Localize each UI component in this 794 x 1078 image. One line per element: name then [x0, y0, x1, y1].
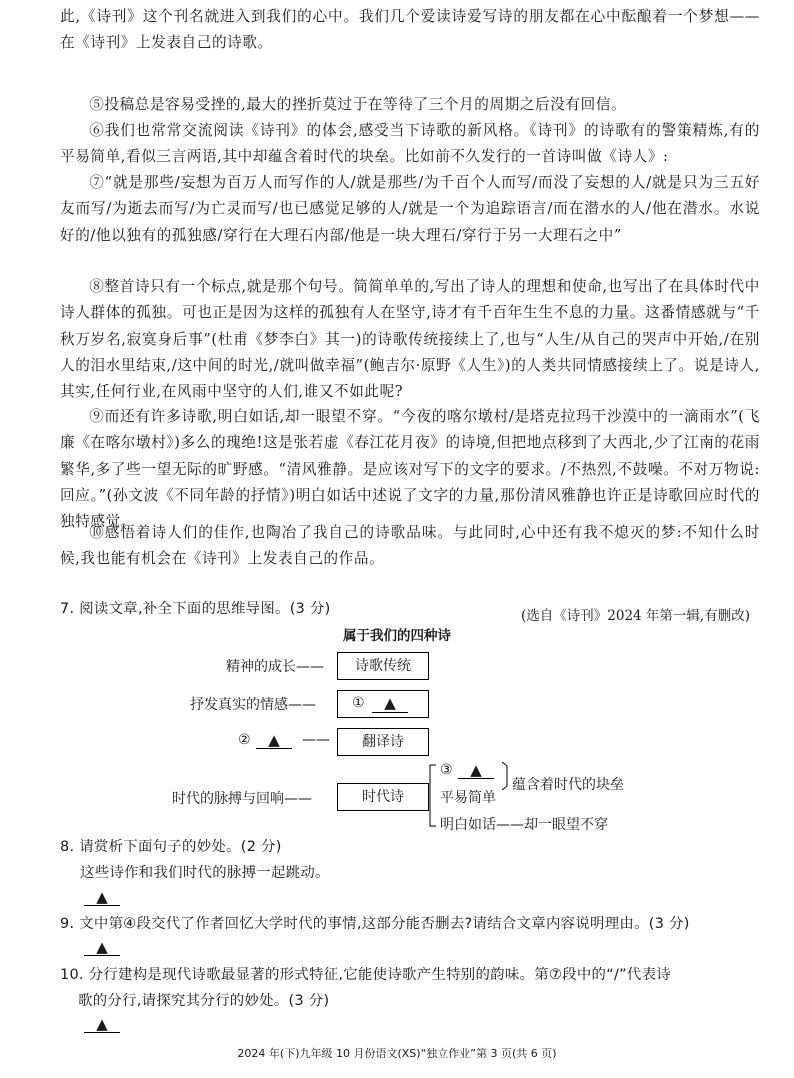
branch-brace-right — [502, 762, 507, 790]
answer-triangle-icon: ▲ — [470, 761, 482, 779]
answer-triangle-icon: ▲ — [268, 731, 280, 749]
paragraph-6: ⑥我们也常常交流阅读《诗刊》的体会,感受当下诗歌的新风格。《诗刊》的诗歌有的警策精炼,有的平易简单,看似三言两语,其中却蕴含着时代的块垒。比如前不久发行的一首诗叫做《诗人》: — [60, 122, 760, 166]
question-9: 9. 文中第④段交代了作者回忆大学时代的事情,这部分能否删去?请结合文章内容说明理由。(3 分) — [60, 916, 690, 932]
blank-1-number: ① — [352, 695, 365, 711]
mindmap-title: 属于我们的四种诗 — [343, 628, 451, 644]
paragraph-10: ⑩感悟着诗人们的佳作,也陶冶了我自己的诗歌品味。与此同时,心中还有我不熄灭的梦:不知什么时候,我也能有机会在《诗刊》上发表自己的作品。 — [60, 524, 760, 568]
question-7: 7. 阅读文章,补全下面的思维导图。(3 分) — [60, 601, 331, 617]
answer-blank-q10[interactable] — [84, 1014, 120, 1033]
mindmap-box-era-poems: 时代诗 — [337, 783, 429, 811]
answer-blank-q9[interactable] — [84, 937, 120, 956]
answer-triangle-icon: ▲ — [96, 1015, 108, 1033]
mindmap-label-emotion: 抒发真实的情感—— — [190, 697, 316, 713]
branch-brace-left — [430, 765, 436, 826]
answer-triangle-icon: ▲ — [96, 888, 108, 906]
answer-triangle-icon: ▲ — [384, 694, 396, 712]
question-8: 8. 请赏析下面句子的妙处。(2 分) — [60, 839, 282, 855]
answer-blank-3[interactable] — [458, 760, 494, 779]
answer-blank-1[interactable] — [372, 694, 408, 713]
answer-blank-2[interactable] — [256, 730, 292, 749]
question-8-quote: 这些诗作和我们时代的脉搏一起跳动。 — [80, 865, 330, 881]
blank-3-number: ③ — [440, 762, 453, 778]
mindmap-dash: —— — [302, 732, 330, 748]
question-10-line-1: 10. 分行建构是现代诗歌最显著的形式特征,它能使诗歌产生特别的韵味。第⑦段中的“/”代表诗 — [60, 967, 671, 983]
paragraph-opening: 此,《诗刊》这个刊名就进入到我们的心中。我们几个爱读诗爱写诗的朋友都在心中酝酿着一个梦想——在《诗刊》上发表自己的诗歌。 — [60, 8, 760, 52]
answer-triangle-icon: ▲ — [96, 938, 108, 956]
mindmap-label-spirit: 精神的成长—— — [226, 659, 324, 675]
paragraph-5: ⑤投稿总是容易受挫的,最大的挫折莫过于在等待了三个月的周期之后没有回信。 — [89, 96, 627, 113]
mindmap-branch-clear: 明白如话——却一眼望不穿 — [440, 817, 608, 833]
paragraph-7: ⑦“就是那些/妄想为百万人而写作的人/就是那些/为千百个人而写/而没了妄想的人/就是只为三五好友而写/为逝去而写/为亡灵而写/也已感觉足够的人/就是一个为追踪语言/而在潜水的人/他在潜水。水说好的/他以独有的孤独感/穿行在大理石内部/他是一块大理石/穿行于另一大理石之中” — [60, 174, 760, 244]
question-10-line-2: 歌的分行,请探究其分行的妙处。(3 分) — [78, 993, 330, 1009]
mindmap-branch-plain: 平易简单 — [440, 790, 496, 806]
page-footer: 2024 年(下)九年级 10 月份语文(XS)“独立作业”第 3 页(共 6 页) — [237, 1047, 557, 1060]
mindmap-label-era: 时代的脉搏与回响—— — [172, 791, 312, 807]
mindmap-box-translation: 翻译诗 — [337, 728, 429, 756]
answer-blank-q8[interactable] — [84, 887, 120, 906]
paragraph-8: ⑧整首诗只有一个标点,就是那个句号。简简单单的,写出了诗人的理想和使命,也写出了在具体时代中诗人群体的孤独。可也正是因为这样的孤独有人在坚守,诗才有千百年生生不息的力量。这番情感就与“千秋万岁名,寂寞身后事”(杜甫《梦李白》其一)的诗歌传统接续上了,也与“人生/从自己的哭声中开始,/在别人的泪水里结束,/这中间的时光,/就叫做幸福”(鲍吉尔·原野《人生》)的人类共同情感接续上了。说是诗人,其实,任何行业,在风雨中坚守的人们,谁又不如此呢? — [60, 278, 760, 401]
mindmap-branch-block: 蕴含着时代的块垒 — [512, 777, 624, 793]
paragraph-9: ⑨而还有许多诗歌,明白如话,却一眼望不穿。“今夜的喀尔墩村/是塔克拉玛干沙漠中的一滴雨水”(飞廉《在喀尔墩村》)多么的瑰绝!这是张若虚《春江花月夜》的诗境,但把地点移到了大西北,少了江南的花雨繁华,多了些一望无际的旷野感。“清风雅静。是应该对写下的文字的要求。/不热烈,不鼓噪。不对万物说:回应。”(孙文波《不同年龄的抒情》)明白如话中述说了文字的力量,那份清风雅静也许正是诗歌回应时代的独特感觉。 — [60, 408, 760, 531]
blank-2-number: ② — [238, 732, 251, 748]
mindmap-box-tradition: 诗歌传统 — [337, 652, 429, 680]
article-source: (选自《诗刊》2024 年第一辑,有删改) — [521, 608, 750, 624]
mindmap-box-blank-1 — [337, 690, 429, 718]
